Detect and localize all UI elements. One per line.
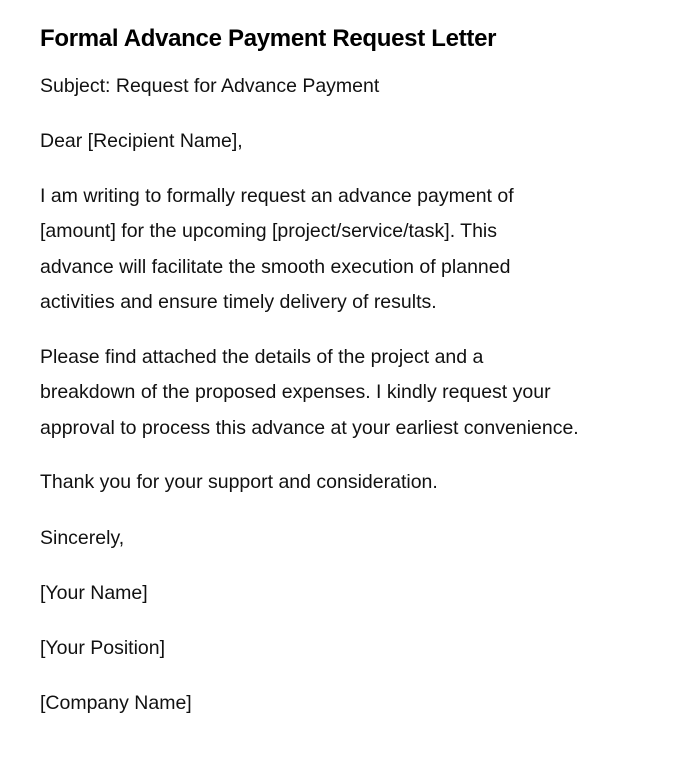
- signature-name: [Your Name]: [40, 582, 148, 604]
- signature-company: [Company Name]: [40, 692, 192, 714]
- paragraph-line: breakdown of the proposed expenses. I kindly request your: [40, 381, 551, 404]
- paragraph-line: Please find attached the details of the project and a: [40, 346, 484, 368]
- signature-position: [Your Position]: [40, 637, 166, 659]
- thank-you-line: Thank you for your support and consideration.: [40, 471, 438, 493]
- paragraph-line: approval to process this advance at your earliest convenience.: [40, 416, 579, 439]
- paragraph-line: advance will facilitate the smooth execution of planned: [40, 255, 511, 278]
- paragraph-line: I am writing to formally request an advance payment of: [40, 185, 514, 207]
- subject-line: Subject: Request for Advance Payment: [40, 75, 380, 97]
- salutation: Dear [Recipient Name],: [40, 130, 243, 152]
- body-paragraph-2: [40, 340, 579, 446]
- paragraph-line: activities and ensure timely delivery of results.: [40, 290, 437, 313]
- document-title: Formal Advance Payment Request Letter: [40, 25, 497, 52]
- body-paragraph-1: [40, 179, 514, 320]
- closing: Sincerely,: [40, 527, 125, 549]
- paragraph-line: [amount] for the upcoming [project/service/task]. This: [40, 220, 498, 243]
